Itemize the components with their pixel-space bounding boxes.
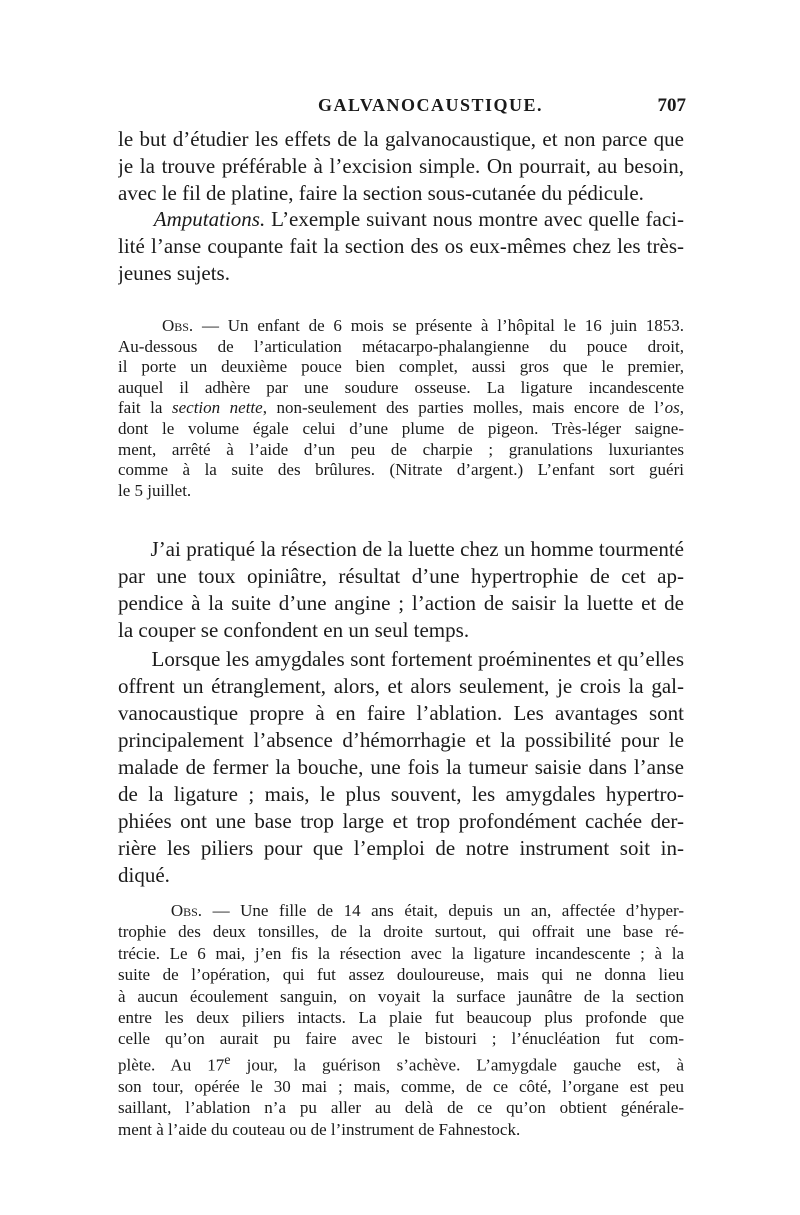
- paragraph-line: entre les deux piliers intacts. La plaie fut beaucoup plus profonde que: [118, 1008, 684, 1028]
- page-number: 707: [657, 95, 686, 116]
- running-head: [118, 95, 686, 123]
- paragraph-line: jeunes sujets.: [118, 261, 230, 285]
- paragraph-line: malade de fermer la bouche, une fois la tumeur saisie dans l’anse: [118, 755, 684, 779]
- paragraph-line: saillant, l’ablation n’a pu aller au delà de ce qu’on obtient générale-: [118, 1098, 684, 1118]
- text-run: — Une fille de 14 ans était, depuis un an, affectée d’hyper-: [202, 901, 684, 920]
- text-run: plète. Au 17: [118, 1055, 225, 1075]
- obs-label: Obs.: [170, 901, 203, 920]
- superscript: e: [224, 1051, 231, 1068]
- paragraph-line: dont le volume égale celui d’une plume de pigeon. Très-léger saigne-: [118, 418, 684, 438]
- paragraph-line: [118, 900, 684, 921]
- paragraph-line: avec le fil de platine, faire la section sous-cutanée du pédicule.: [118, 181, 644, 205]
- paragraph-line: le 5 juillet.: [118, 480, 192, 500]
- obs-label: Obs.: [161, 316, 194, 335]
- text-run: , non-seulement des parties molles, mais encore de l’: [262, 398, 665, 418]
- paragraph-1: [118, 126, 684, 207]
- text-run: jour, la guérison s’achève. L’amygdale gauche est, à: [230, 1055, 684, 1075]
- italic-term: os: [664, 398, 680, 418]
- paragraph-line: vanocaustique propre à en faire l’ablation. Les avantages sont: [118, 701, 684, 725]
- paragraph-amputations: [118, 206, 684, 287]
- paragraph-line: [118, 398, 684, 419]
- text-run: L’exemple suivant nous montre avec quelle faci-: [265, 207, 684, 231]
- text-run: fait la: [118, 398, 172, 418]
- paragraph-line: trécie. Le 6 mai, j’en fis la résection avec la ligature incandescente ; à la: [118, 943, 684, 963]
- paragraph-4: [118, 646, 684, 889]
- observation-1: [118, 316, 684, 501]
- paragraph-line: suite de l’opération, qui fut assez douloureuse, mais qui ne donna lieu: [118, 965, 684, 985]
- paragraph-line: la couper se confondent en un seul temps.: [118, 618, 470, 642]
- paragraph-line: Au-dessous de l’articulation métacarpo-phalangienne du pouce droit,: [118, 336, 684, 356]
- observation-2: [118, 900, 684, 1140]
- paragraph-line: [118, 536, 684, 563]
- paragraph-line: de la ligature ; mais, le plus souvent, les amygdales hypertro-: [118, 782, 684, 806]
- paragraph-line: lité l’anse coupante fait la section des os eux-mêmes chez les très-: [118, 234, 684, 258]
- paragraph-line: [118, 646, 684, 673]
- text-run: J’ai pratiqué la résection de la luette chez un homme tourmenté: [150, 537, 684, 561]
- paragraph-line: diqué.: [118, 863, 170, 887]
- paragraph-line: comme à la suite des brûlures. (Nitrate d’argent.) L’enfant sort guéri: [118, 460, 684, 480]
- paragraph-line: le but d’étudier les effets de la galvanocaustique, et non parce que: [118, 127, 684, 151]
- running-title: GALVANOCAUSTIQUE.: [318, 95, 544, 115]
- paragraph-line: [118, 206, 684, 233]
- text-run: ,: [679, 398, 684, 418]
- paragraph-line: son tour, opérée le 30 mai ; mais, comme, de ce côté, l’organe est peu: [118, 1076, 684, 1096]
- paragraph-line: celle qu’on aurait pu faire avec le bistouri ; l’énucléation fut com-: [118, 1029, 684, 1049]
- text-run: — Un enfant de 6 mois se présente à l’hôpital le 16 juin 1853.: [193, 316, 684, 335]
- paragraph-line: principalement l’absence d’hémorrhagie et la possibilité pour le: [118, 728, 684, 752]
- paragraph-line: trophie des deux tonsilles, de la droite surtout, qui offrait une base ré-: [118, 922, 684, 942]
- paragraph-line: phiées ont une base trop large et trop profondément cachée der-: [118, 809, 684, 833]
- paragraph-line: auquel il adhère par une soudure osseuse. La ligature incandescente: [118, 377, 684, 397]
- paragraph-line: [118, 1050, 684, 1076]
- italic-term: section nette: [171, 398, 263, 418]
- text-run: Lorsque les amygdales sont fortement proéminentes et qu’elles: [151, 647, 684, 671]
- paragraph-3: [118, 536, 684, 644]
- section-heading: Amputations.: [153, 207, 266, 231]
- paragraph-line: ment à l’aide du couteau ou de l’instrument de Fahnestock.: [118, 1119, 521, 1139]
- paragraph-line: à aucun écoulement sanguin, on voyait la surface jaunâtre de la section: [118, 986, 684, 1006]
- paragraph-line: par une toux opiniâtre, résultat d’une hypertrophie de cet ap-: [118, 564, 684, 588]
- paragraph-line: ment, arrêté à l’aide d’un peu de charpie ; granulations luxuriantes: [118, 439, 684, 459]
- paragraph-line: offrent un étranglement, alors, et alors seulement, je crois la gal-: [118, 674, 684, 698]
- paragraph-line: [118, 316, 684, 337]
- paragraph-line: il porte un deuxième pouce bien complet, aussi gros que le premier,: [118, 357, 684, 377]
- paragraph-line: pendice à la suite d’une angine ; l’action de saisir la luette et de: [118, 591, 684, 615]
- paragraph-line: je la trouve préférable à l’excision simple. On pourrait, au besoin,: [118, 154, 684, 178]
- paragraph-line: rière les piliers pour que l’emploi de notre instrument soit in-: [118, 836, 684, 860]
